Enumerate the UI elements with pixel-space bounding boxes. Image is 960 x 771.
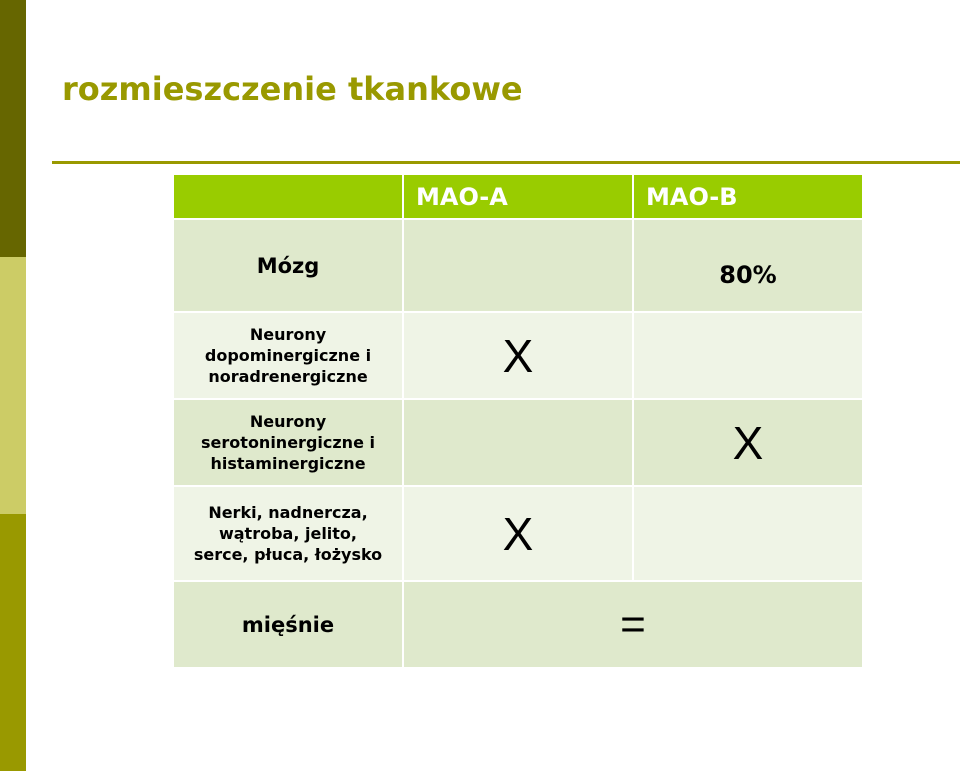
- row-label-muscles: mięśnie: [174, 582, 402, 667]
- slide-title: rozmieszczenie tkankowe: [62, 70, 523, 108]
- cell-dopaminergic-mao-a: X: [404, 313, 632, 398]
- cell-brain-mao-a: [404, 220, 632, 311]
- row-label-organs: Nerki, nadnercza, wątroba, jelito, serce, płuca, łożysko: [174, 487, 402, 580]
- row-label-dopaminergic-neurons: Neurony dopominergiczne i noradrenergiczne: [174, 313, 402, 398]
- cell-serotoninergic-mao-b: X: [634, 400, 862, 485]
- sidebar-accent-middle: [0, 257, 26, 514]
- tissue-distribution-table: [174, 175, 860, 661]
- cell-organs-mao-b: [634, 487, 862, 580]
- sidebar-accent-top: [0, 0, 26, 257]
- row-label-serotoninergic-neurons: Neurony serotoninergiczne i histaminergiczne: [174, 400, 402, 485]
- header-cell-mao-b: MAO-B: [634, 175, 862, 218]
- header-cell-empty: [174, 175, 402, 218]
- title-divider: [52, 161, 960, 164]
- cell-muscles-equal: =: [404, 582, 862, 667]
- sidebar-accent-bottom: [0, 514, 26, 771]
- cell-dopaminergic-mao-b: [634, 313, 862, 398]
- cell-organs-mao-a: X: [404, 487, 632, 580]
- header-cell-mao-a: MAO-A: [404, 175, 632, 218]
- cell-brain-mao-b: 80%: [634, 220, 862, 311]
- row-label-brain: Mózg: [174, 220, 402, 311]
- cell-serotoninergic-mao-a: [404, 400, 632, 485]
